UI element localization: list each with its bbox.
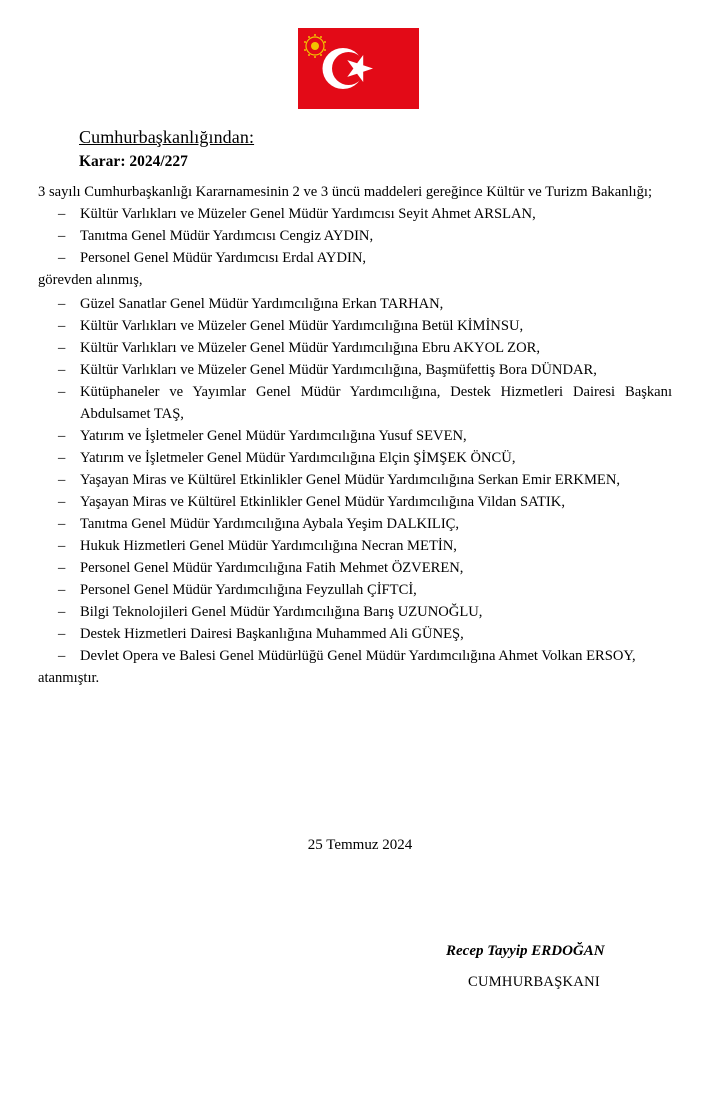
list-item-text: Tanıtma Genel Müdür Yardımcılığına Aybala Yeşim DALKILIÇ, — [80, 516, 460, 532]
list-item — [38, 579, 672, 601]
decree-date: 25 Temmuz 2024 — [307, 837, 413, 853]
list-item-text: Kültür Varlıkları ve Müzeler Genel Müdür Yardımcısı Seyit Ahmet ARSLAN, — [80, 206, 536, 222]
dash-bullet: – — [58, 318, 66, 334]
list-item — [38, 203, 672, 225]
list-item — [38, 469, 672, 491]
list-item-text: Kültür Varlıkları ve Müzeler Genel Müdür Yardımcılığına, Başmüfettiş Bora DÜNDAR, — [80, 362, 597, 378]
appointed-statement: atanmıştır. — [38, 670, 100, 686]
decision-value: 2024/227 — [129, 153, 188, 170]
dash-bullet: – — [58, 494, 66, 510]
list-item-text: Destek Hizmetleri Dairesi Başkanlığına Muhammed Ali GÜNEŞ, — [80, 626, 464, 642]
list-item — [38, 359, 672, 381]
list-item-text: Bilgi Teknolojileri Genel Müdür Yardımcılığına Barış UZUNOĞLU, — [80, 604, 483, 620]
dash-bullet: – — [58, 626, 66, 642]
list-item-text: Yatırım ve İşletmeler Genel Müdür Yardımcılığına Elçin ŞİMŞEK ÖNCÜ, — [80, 450, 516, 466]
decree-body — [38, 181, 672, 689]
list-item — [38, 381, 672, 425]
dash-bullet: – — [58, 538, 66, 554]
list-item — [38, 535, 672, 557]
list-item — [38, 645, 672, 667]
list-item — [38, 337, 672, 359]
dash-bullet: – — [58, 560, 66, 576]
dash-bullet: – — [58, 228, 66, 244]
list-item — [38, 623, 672, 645]
list-item — [38, 225, 672, 247]
list-item-text: Güzel Sanatlar Genel Müdür Yardımcılığına Erkan TARHAN, — [80, 296, 444, 312]
dash-bullet: – — [58, 428, 66, 444]
list-item-text: Yaşayan Miras ve Kültürel Etkinlikler Genel Müdür Yardımcılığına Serkan Emir ERKMEN, — [80, 472, 621, 488]
list-item — [38, 557, 672, 579]
dash-bullet: – — [58, 450, 66, 466]
dash-bullet: – — [58, 362, 66, 378]
dash-bullet: – — [58, 296, 66, 312]
list-item-text: Yatırım ve İşletmeler Genel Müdür Yardımcılığına Yusuf SEVEN, — [80, 428, 467, 444]
list-item-text: Yaşayan Miras ve Kültürel Etkinlikler Genel Müdür Yardımcılığına Vildan SATIK, — [80, 494, 565, 510]
list-item-text: Hukuk Hizmetleri Genel Müdür Yardımcılığına Necran METİN, — [80, 538, 457, 554]
dash-bullet: – — [58, 250, 66, 266]
list-item-text: Devlet Opera ve Balesi Genel Müdürlüğü Genel Müdür Yardımcılığına Ahmet Volkan ERSOY, — [80, 648, 636, 664]
intro-paragraph: 3 sayılı Cumhurbaşkanlığı Kararnamesinin 2 ve 3 üncü maddeleri gereğince Kültür ve Turizm Bakanlığı; — [38, 184, 653, 200]
dismissed-list — [38, 203, 672, 269]
signatory-name: Recep Tayyip ERDOĞAN — [446, 943, 605, 959]
issuing-agency: Cumhurbaşkanlığından: — [79, 127, 255, 147]
dash-bullet: – — [58, 604, 66, 620]
list-item-text: Personel Genel Müdür Yardımcılığına Fatih Mehmet ÖZVEREN, — [80, 560, 464, 576]
decision-number — [79, 153, 188, 171]
dash-bullet: – — [58, 582, 66, 598]
list-item-text: Kültür Varlıkları ve Müzeler Genel Müdür Yardımcılığına Ebru AKYOL ZOR, — [80, 340, 541, 356]
list-item — [38, 247, 672, 269]
dismissed-statement: görevden alınmış, — [38, 272, 143, 288]
list-item — [38, 491, 672, 513]
list-item-text: Personel Genel Müdür Yardımcısı Erdal AYDIN, — [80, 250, 367, 266]
list-item — [38, 315, 672, 337]
list-item — [38, 447, 672, 469]
dash-bullet: – — [58, 648, 66, 664]
list-item-text: Kütüphaneler ve Yayımlar Genel Müdür Yardımcılığına, Destek Hizmetleri Dairesi Başkanı Abdulsamet TAŞ, — [80, 384, 672, 422]
list-item-text: Tanıtma Genel Müdür Yardımcısı Cengiz AYDIN, — [80, 228, 374, 244]
dash-bullet: – — [58, 516, 66, 532]
dash-bullet: – — [58, 206, 66, 222]
dash-bullet: – — [58, 472, 66, 488]
dash-bullet: – — [58, 340, 66, 356]
list-item — [38, 601, 672, 623]
signatory-title: CUMHURBAŞKANI — [468, 974, 600, 990]
list-item — [38, 425, 672, 447]
list-item — [38, 293, 672, 315]
dash-bullet: – — [58, 384, 66, 400]
turkish-flag-icon — [298, 28, 419, 109]
list-item-text: Personel Genel Müdür Yardımcılığına Feyzullah ÇİFTCİ, — [80, 582, 417, 598]
list-item-text: Kültür Varlıkları ve Müzeler Genel Müdür Yardımcılığına Betül KİMİNSU, — [80, 318, 524, 334]
decision-label: Karar: — [79, 153, 126, 170]
list-item — [38, 513, 672, 535]
appointed-list — [38, 293, 672, 667]
